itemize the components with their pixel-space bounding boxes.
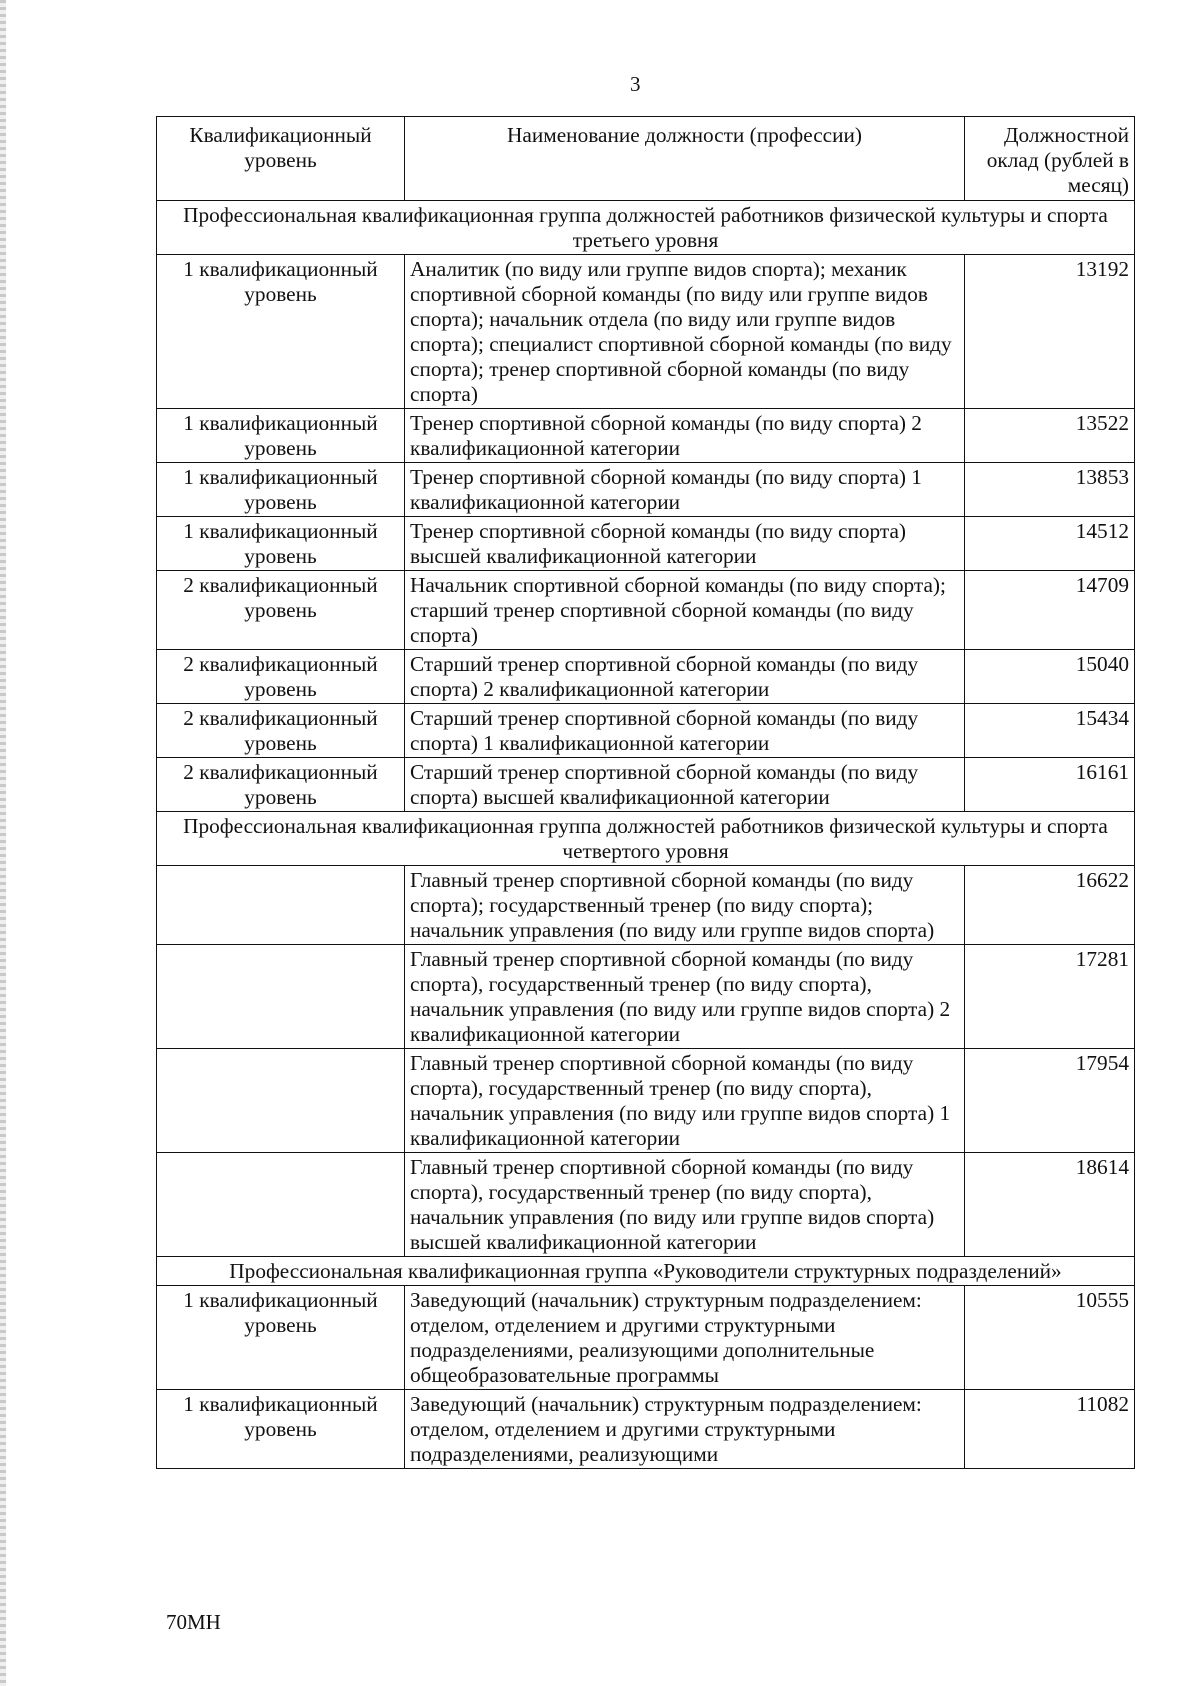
position-name-cell: Тренер спортивной сборной команды (по виду спорта) высшей квалификационной категории: [405, 517, 965, 571]
level-cell: 1 квалификационный уровень: [157, 255, 405, 409]
position-name-cell: Аналитик (по виду или группе видов спорта); механик спортивной сборной команды (по виду или группе видов спорта); начальник отдела (по виду или группе видов спорта); специалист спортивной сборной команды (по виду спорта); тренер спортивной сборной команды (по виду спорта): [405, 255, 965, 409]
group-header-row: [157, 201, 1135, 255]
level-cell: 1 квалификационный уровень: [157, 1390, 405, 1469]
table-row: [157, 704, 1135, 758]
table-row: [157, 1390, 1135, 1469]
table-row: [157, 650, 1135, 704]
salary-cell: 13192: [965, 255, 1135, 409]
salary-cell: 10555: [965, 1286, 1135, 1390]
level-cell: 2 квалификационный уровень: [157, 571, 405, 650]
level-cell: 2 квалификационный уровень: [157, 704, 405, 758]
position-name-cell: Старший тренер спортивной сборной команды (по виду спорта) 2 квалификационной категории: [405, 650, 965, 704]
position-name-cell: Тренер спортивной сборной команды (по виду спорта) 2 квалификационной категории: [405, 409, 965, 463]
level-cell: 1 квалификационный уровень: [157, 1286, 405, 1390]
table-row: [157, 571, 1135, 650]
header-position-name: Наименование должности (профессии): [405, 117, 965, 201]
table-row: [157, 866, 1135, 945]
salary-cell: 18614: [965, 1153, 1135, 1257]
table-row: [157, 1153, 1135, 1257]
level-cell: 1 квалификационный уровень: [157, 409, 405, 463]
table-row: [157, 945, 1135, 1049]
level-cell: 1 квалификационный уровень: [157, 463, 405, 517]
salary-cell: 13853: [965, 463, 1135, 517]
position-name-cell: Главный тренер спортивной сборной команды (по виду спорта), государственный тренер (по виду спорта), начальник управления (по виду или группе видов спорта) 2 квалификационной категории: [405, 945, 965, 1049]
header-salary: Должностной оклад (рублей в месяц): [965, 117, 1135, 201]
position-name-cell: Старший тренер спортивной сборной команды (по виду спорта) высшей квалификационной категории: [405, 758, 965, 812]
salary-cell: 17954: [965, 1049, 1135, 1153]
table-row: [157, 463, 1135, 517]
group-header-row: [157, 1257, 1135, 1286]
position-name-cell: Заведующий (начальник) структурным подразделением: отделом, отделением и другими структурными подразделениями, реализующими дополнительные общеобразовательные программы: [405, 1286, 965, 1390]
document-code: 70МН: [166, 1610, 221, 1634]
level-cell: [157, 945, 405, 1049]
salary-cell: 15040: [965, 650, 1135, 704]
position-name-cell: Старший тренер спортивной сборной команды (по виду спорта) 1 квалификационной категории: [405, 704, 965, 758]
level-cell: 2 квалификационный уровень: [157, 650, 405, 704]
table-row: [157, 255, 1135, 409]
position-name-cell: Заведующий (начальник) структурным подразделением: отделом, отделением и другими структурными подразделениями, реализующими: [405, 1390, 965, 1469]
table-row: [157, 1286, 1135, 1390]
position-name-cell: Главный тренер спортивной сборной команды (по виду спорта), государственный тренер (по виду спорта), начальник управления (по виду или группе видов спорта) 1 квалификационной категории: [405, 1049, 965, 1153]
table-row: [157, 409, 1135, 463]
salary-cell: 13522: [965, 409, 1135, 463]
salary-cell: 11082: [965, 1390, 1135, 1469]
header-level: Квалификационный уровень: [157, 117, 405, 201]
position-name-cell: Главный тренер спортивной сборной команды (по виду спорта), государственный тренер (по виду спорта), начальник управления (по виду или группе видов спорта) высшей квалификационной категории: [405, 1153, 965, 1257]
salary-cell: 14709: [965, 571, 1135, 650]
level-cell: [157, 1153, 405, 1257]
table-row: [157, 1049, 1135, 1153]
table-body: [157, 201, 1135, 1469]
table-row: [157, 758, 1135, 812]
salary-cell: 17281: [965, 945, 1135, 1049]
group-title: Профессиональная квалификационная группа «Руководители структурных подразделений»: [157, 1257, 1135, 1286]
salary-table: [156, 116, 1135, 1469]
level-cell: 1 квалификационный уровень: [157, 517, 405, 571]
group-title: Профессиональная квалификационная группа должностей работников физической культуры и спорта четвертого уровня: [157, 812, 1135, 866]
group-title: Профессиональная квалификационная группа должностей работников физической культуры и спорта третьего уровня: [157, 201, 1135, 255]
position-name-cell: Главный тренер спортивной сборной команды (по виду спорта); государственный тренер (по виду спорта); начальник управления (по виду или группе видов спорта): [405, 866, 965, 945]
level-cell: [157, 1049, 405, 1153]
salary-cell: 16622: [965, 866, 1135, 945]
scan-edge: [0, 0, 6, 1686]
salary-cell: 15434: [965, 704, 1135, 758]
salary-cell: 14512: [965, 517, 1135, 571]
group-header-row: [157, 812, 1135, 866]
position-name-cell: Начальник спортивной сборной команды (по виду спорта); старший тренер спортивной сборной команды (по виду спорта): [405, 571, 965, 650]
salary-cell: 16161: [965, 758, 1135, 812]
level-cell: [157, 866, 405, 945]
table-header-row: [157, 117, 1135, 201]
position-name-cell: Тренер спортивной сборной команды (по виду спорта) 1 квалификационной категории: [405, 463, 965, 517]
table-row: [157, 517, 1135, 571]
page-number: 3: [630, 72, 641, 96]
level-cell: 2 квалификационный уровень: [157, 758, 405, 812]
